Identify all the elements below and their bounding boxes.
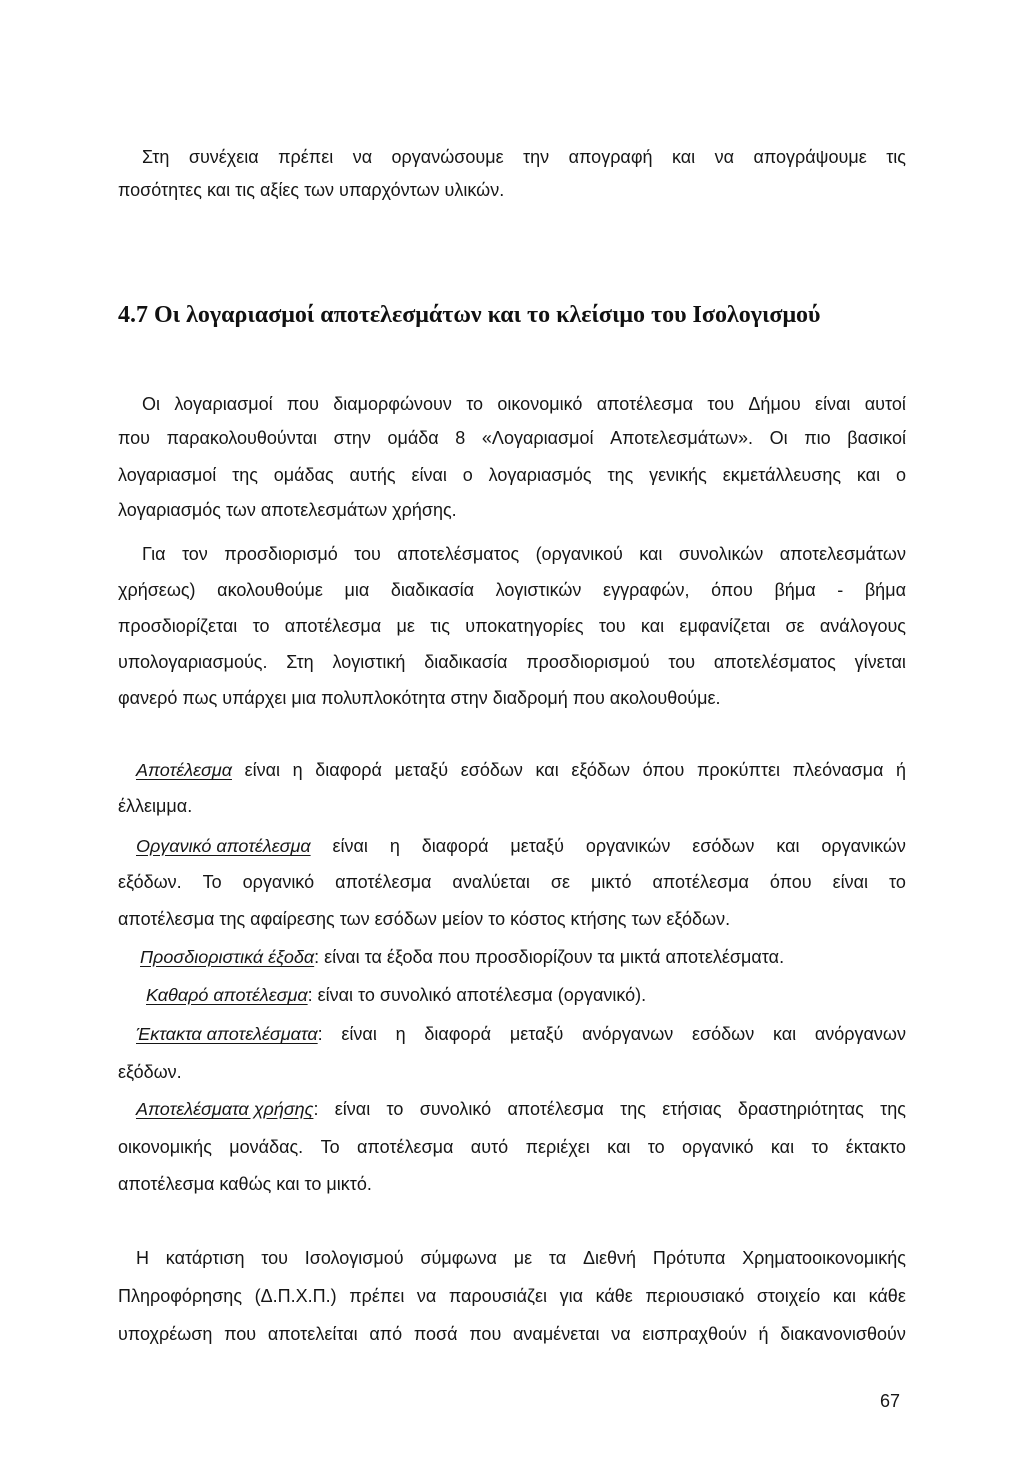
word: ετήσιας [662,1099,722,1119]
word: και [535,760,559,780]
word: εσόδων [692,836,755,856]
para2-line-5: φανερό πως υπάρχει μια πολυπλοκότητα στην διαδρομή που ακολουθούμε. [118,688,721,708]
word: του [598,616,626,636]
word: αποτελείται [267,1324,358,1344]
word: περιουσιακό [645,1286,745,1306]
word: Οι [142,394,160,414]
word: και [607,1137,631,1157]
para2-line-2 [118,578,906,602]
definition-organiko-line-2 [118,870,906,894]
word: πλεόνασμα [792,760,884,780]
word: λογαριασμοί [174,394,273,414]
word: και [772,1024,797,1044]
word: Αποτελεσμάτων». [610,428,754,448]
word: να [352,147,373,167]
word: από [369,1324,403,1344]
word: η [292,760,303,780]
word: πιο [804,428,831,448]
word: αποτέλεσμα [284,616,382,636]
word: αυτοί [864,394,906,414]
word: λογαριασμός [488,465,592,485]
word: προκύπτει [696,760,781,780]
word: του [261,1248,288,1268]
word: μικτό [591,872,632,892]
word: όπου [711,580,753,600]
word: συνολικών [678,544,764,564]
word: οργανικών [585,836,671,856]
word: είναι [334,1099,371,1119]
word: ο [895,465,906,485]
word: διαφορά [424,1024,492,1044]
word: μεταξύ [510,836,564,856]
definition-xrisis-line-3: αποτέλεσμα καθώς και το μικτό. [118,1174,372,1194]
word: Στη [142,147,170,167]
word: προσδιορισμό [224,544,338,564]
word: ομάδα [387,428,439,448]
definition-term-group [136,758,232,782]
word: εσόδων [691,1024,755,1044]
word: (οργανικού [535,544,623,564]
word: διαφορά [421,836,489,856]
section-heading: 4.7 Οι λογαριασμοί αποτελεσμάτων και το κλείσιμο του Ισολογισμού [118,302,821,328]
definition-xrisis-line-1 [136,1097,906,1121]
word: εκμετάλλευσης [722,465,842,485]
definition-term: Προσδιοριστικά έξοδα [140,947,315,967]
intro-line-1 [142,145,906,169]
word: του [707,394,735,414]
word: προσδιορίζεται [118,616,238,636]
word: για [559,1286,583,1306]
word: της [880,1099,906,1119]
word: προσδιορισμού [526,652,650,672]
word: ανόργανων [814,1024,906,1044]
word: το [888,872,906,892]
definition-term-group [136,1022,323,1046]
word: αυτό [470,1137,509,1157]
word: περιέχει [525,1137,590,1157]
word: Στη [286,652,314,672]
word: παρουσιάζει [448,1286,548,1306]
word: τις [886,147,906,167]
page-number: 67 [880,1391,901,1411]
word: αυτής [349,465,396,485]
word: «Λογαριασμοί [481,428,594,448]
word: σε [785,616,805,636]
para3-line-2 [118,1284,906,1308]
word: του [354,544,381,564]
definition-term: Οργανικό αποτέλεσμα [136,836,311,856]
word: Πληροφόρησης [118,1286,242,1306]
word: της [232,465,258,485]
word: λογιστικών [495,580,582,600]
word: εμφανίζεται [679,616,771,636]
word: σύμφωνα [420,1248,497,1268]
word: της [607,465,634,485]
word: και [856,465,881,485]
word: να [416,1286,437,1306]
definition-xrisis-line-2 [118,1135,906,1159]
word: ο [462,465,473,485]
word: βασικοί [847,428,906,448]
word: το [811,1137,829,1157]
word: να [611,1324,631,1344]
word: που [469,1324,502,1344]
definition-prosdioristika-line [140,945,784,969]
word: απογράψουμε [753,147,867,167]
word: τις [430,616,450,636]
word: είναι [332,836,368,856]
word: γίνεται [854,652,906,672]
word: αποτέλεσμα [507,1099,604,1119]
word: Το [320,1137,340,1157]
word: εγγραφών, [603,580,690,600]
word: το [647,1137,665,1157]
word: : [317,1024,323,1044]
word: η [389,836,400,856]
word: που [224,1324,257,1344]
word: είναι [411,465,447,485]
definition-ektakta-line-2: εξόδων. [118,1062,182,1082]
word: και [770,1137,795,1157]
definition-text: : είναι το συνολικό αποτέλεσμα (οργανικό). [307,985,647,1005]
word: λογαριασμοί [118,465,217,485]
word: αναμένεται [513,1324,600,1344]
word: δραστηριότητας [737,1099,864,1119]
word: διακανονισθούν [780,1324,906,1344]
word: η [395,1024,406,1044]
para1-line-3 [118,463,906,487]
word: γενικής [649,465,707,485]
word: ανόργανων [582,1024,674,1044]
definition-term: Αποτέλεσμα [136,760,232,780]
word: εισπραχθούν [642,1324,747,1344]
word: οργανικών [821,836,906,856]
word: (Δ.Π.Χ.Π.) [254,1286,337,1306]
word: τα [548,1248,567,1268]
word: με [513,1248,533,1268]
para1-line-1 [142,392,906,416]
word: εξόδων [571,760,630,780]
word: κάθε [868,1286,906,1306]
intro-line-2: ποσότητες και τις αξίες των υπαρχόντων υλικών. [118,180,505,200]
word: οργανικό [242,872,315,892]
word: το [386,1099,404,1119]
word: διαδικασία [424,652,508,672]
word: εξόδων. [118,872,182,892]
word: της [620,1099,646,1119]
word: αναλύεται [452,872,530,892]
word: αποτελέσματος [397,544,520,564]
word: το [252,616,270,636]
word: κατάρτιση [165,1248,245,1268]
word: που [286,394,319,414]
word: συνολικό [419,1099,492,1119]
word: ανάλογους [819,616,906,636]
word: με [396,616,415,636]
word: βήμα [774,580,816,600]
word: υπολογαριασμούς. [118,652,268,672]
word: Ισολογισμού [304,1248,404,1268]
para3-line-1 [136,1246,906,1270]
word: αποτελέσματος [713,652,836,672]
para2-line-1 [142,542,906,566]
word: μεταξύ [509,1024,564,1044]
word: - [837,580,844,600]
word: την [523,147,550,167]
word: ή [895,760,906,780]
word: να [714,147,734,167]
para1-line-2 [118,426,906,450]
word: συνέχεια [188,147,259,167]
definition-organiko-line-1 [136,834,906,858]
para2-line-3 [118,614,906,638]
definition-apotelesma-line-1 [136,758,906,782]
word: υποχρέωση [118,1324,213,1344]
word: και [776,836,800,856]
definition-ektakta-line-1 [136,1022,906,1046]
word: μονάδας. [229,1137,304,1157]
word: Η [136,1248,149,1268]
word: αποτέλεσμα [357,1137,454,1157]
word: στην [333,428,371,448]
word: ποσά [413,1324,458,1344]
definition-katharo-line [146,983,646,1007]
definition-text: : είναι τα έξοδα που προσδιορίζουν τα μικτά αποτελέσματα. [314,947,785,967]
word: βήμα [864,580,906,600]
word: ομάδας [273,465,334,485]
word: οργανώσουμε [391,147,504,167]
word: Διεθνή [582,1248,637,1268]
word: Οι [769,428,788,448]
word: παρακολουθούνται [166,428,318,448]
definition-term: Αποτελέσματα χρήσης [136,1099,314,1119]
word: αποτέλεσμα [596,394,694,414]
word: είναι [244,760,280,780]
definition-term-group [136,1097,318,1121]
word: υποκατηγορίες [465,616,584,636]
word: απογραφή [568,147,653,167]
word: εσόδων [460,760,523,780]
para3-line-3 [118,1322,906,1346]
word: έκτακτο [845,1137,906,1157]
word: Για [142,544,166,564]
word: σε [550,872,571,892]
definition-term: Έκτακτα αποτελέσματα [136,1024,318,1044]
word: διαδικασία [390,580,475,600]
word: του [668,652,696,672]
word: Το [202,872,222,892]
definition-apotelesma-line-2: έλλειμμα. [118,796,193,816]
definition-organiko-line-3: αποτέλεσμα της αφαίρεσης των εσόδων μείον το κόστος κτήσης των εξόδων. [118,909,731,929]
word: αποτέλεσμα [652,872,749,892]
word: οικονομικό [497,394,583,414]
word: ή [758,1324,769,1344]
word: και [671,147,696,167]
word: και [639,544,663,564]
word: αποτελεσμάτων [779,544,906,564]
word: Δήμου [748,394,801,414]
word: πρέπει [278,147,334,167]
para2-line-4 [118,650,906,674]
word: Χρηματοοικονομικής [742,1248,906,1268]
word: χρήσεως) [118,580,196,600]
word: οικονομικής [118,1137,212,1157]
word: και [640,616,665,636]
word: μια [344,580,370,600]
word: μεταξύ [394,760,449,780]
word: το [466,394,484,414]
word: διαμορφώνουν [333,394,452,414]
word: όπου [769,872,812,892]
word: διαφορά [315,760,382,780]
word: κάθε [595,1286,633,1306]
word: τον [181,544,208,564]
word: λογιστική [332,652,406,672]
word: οργανικό [682,1137,754,1157]
word: στοιχείο [756,1286,821,1306]
word: αποτέλεσμα [335,872,432,892]
definition-term: Καθαρό αποτέλεσμα [146,985,308,1005]
word: είναι [814,394,851,414]
word: είναι [341,1024,377,1044]
word: πρέπει [349,1286,405,1306]
definition-term-group [136,834,311,858]
word: 8 [455,428,466,448]
word: ακολουθούμε [217,580,323,600]
word: που [118,428,151,448]
word: και [832,1286,857,1306]
word: όπου [642,760,685,780]
word: : [313,1099,319,1119]
word: Πρότυπα [652,1248,726,1268]
word: είναι [832,872,869,892]
para1-line-4: λογαριασμός των αποτελεσμάτων χρήσης. [118,500,457,520]
